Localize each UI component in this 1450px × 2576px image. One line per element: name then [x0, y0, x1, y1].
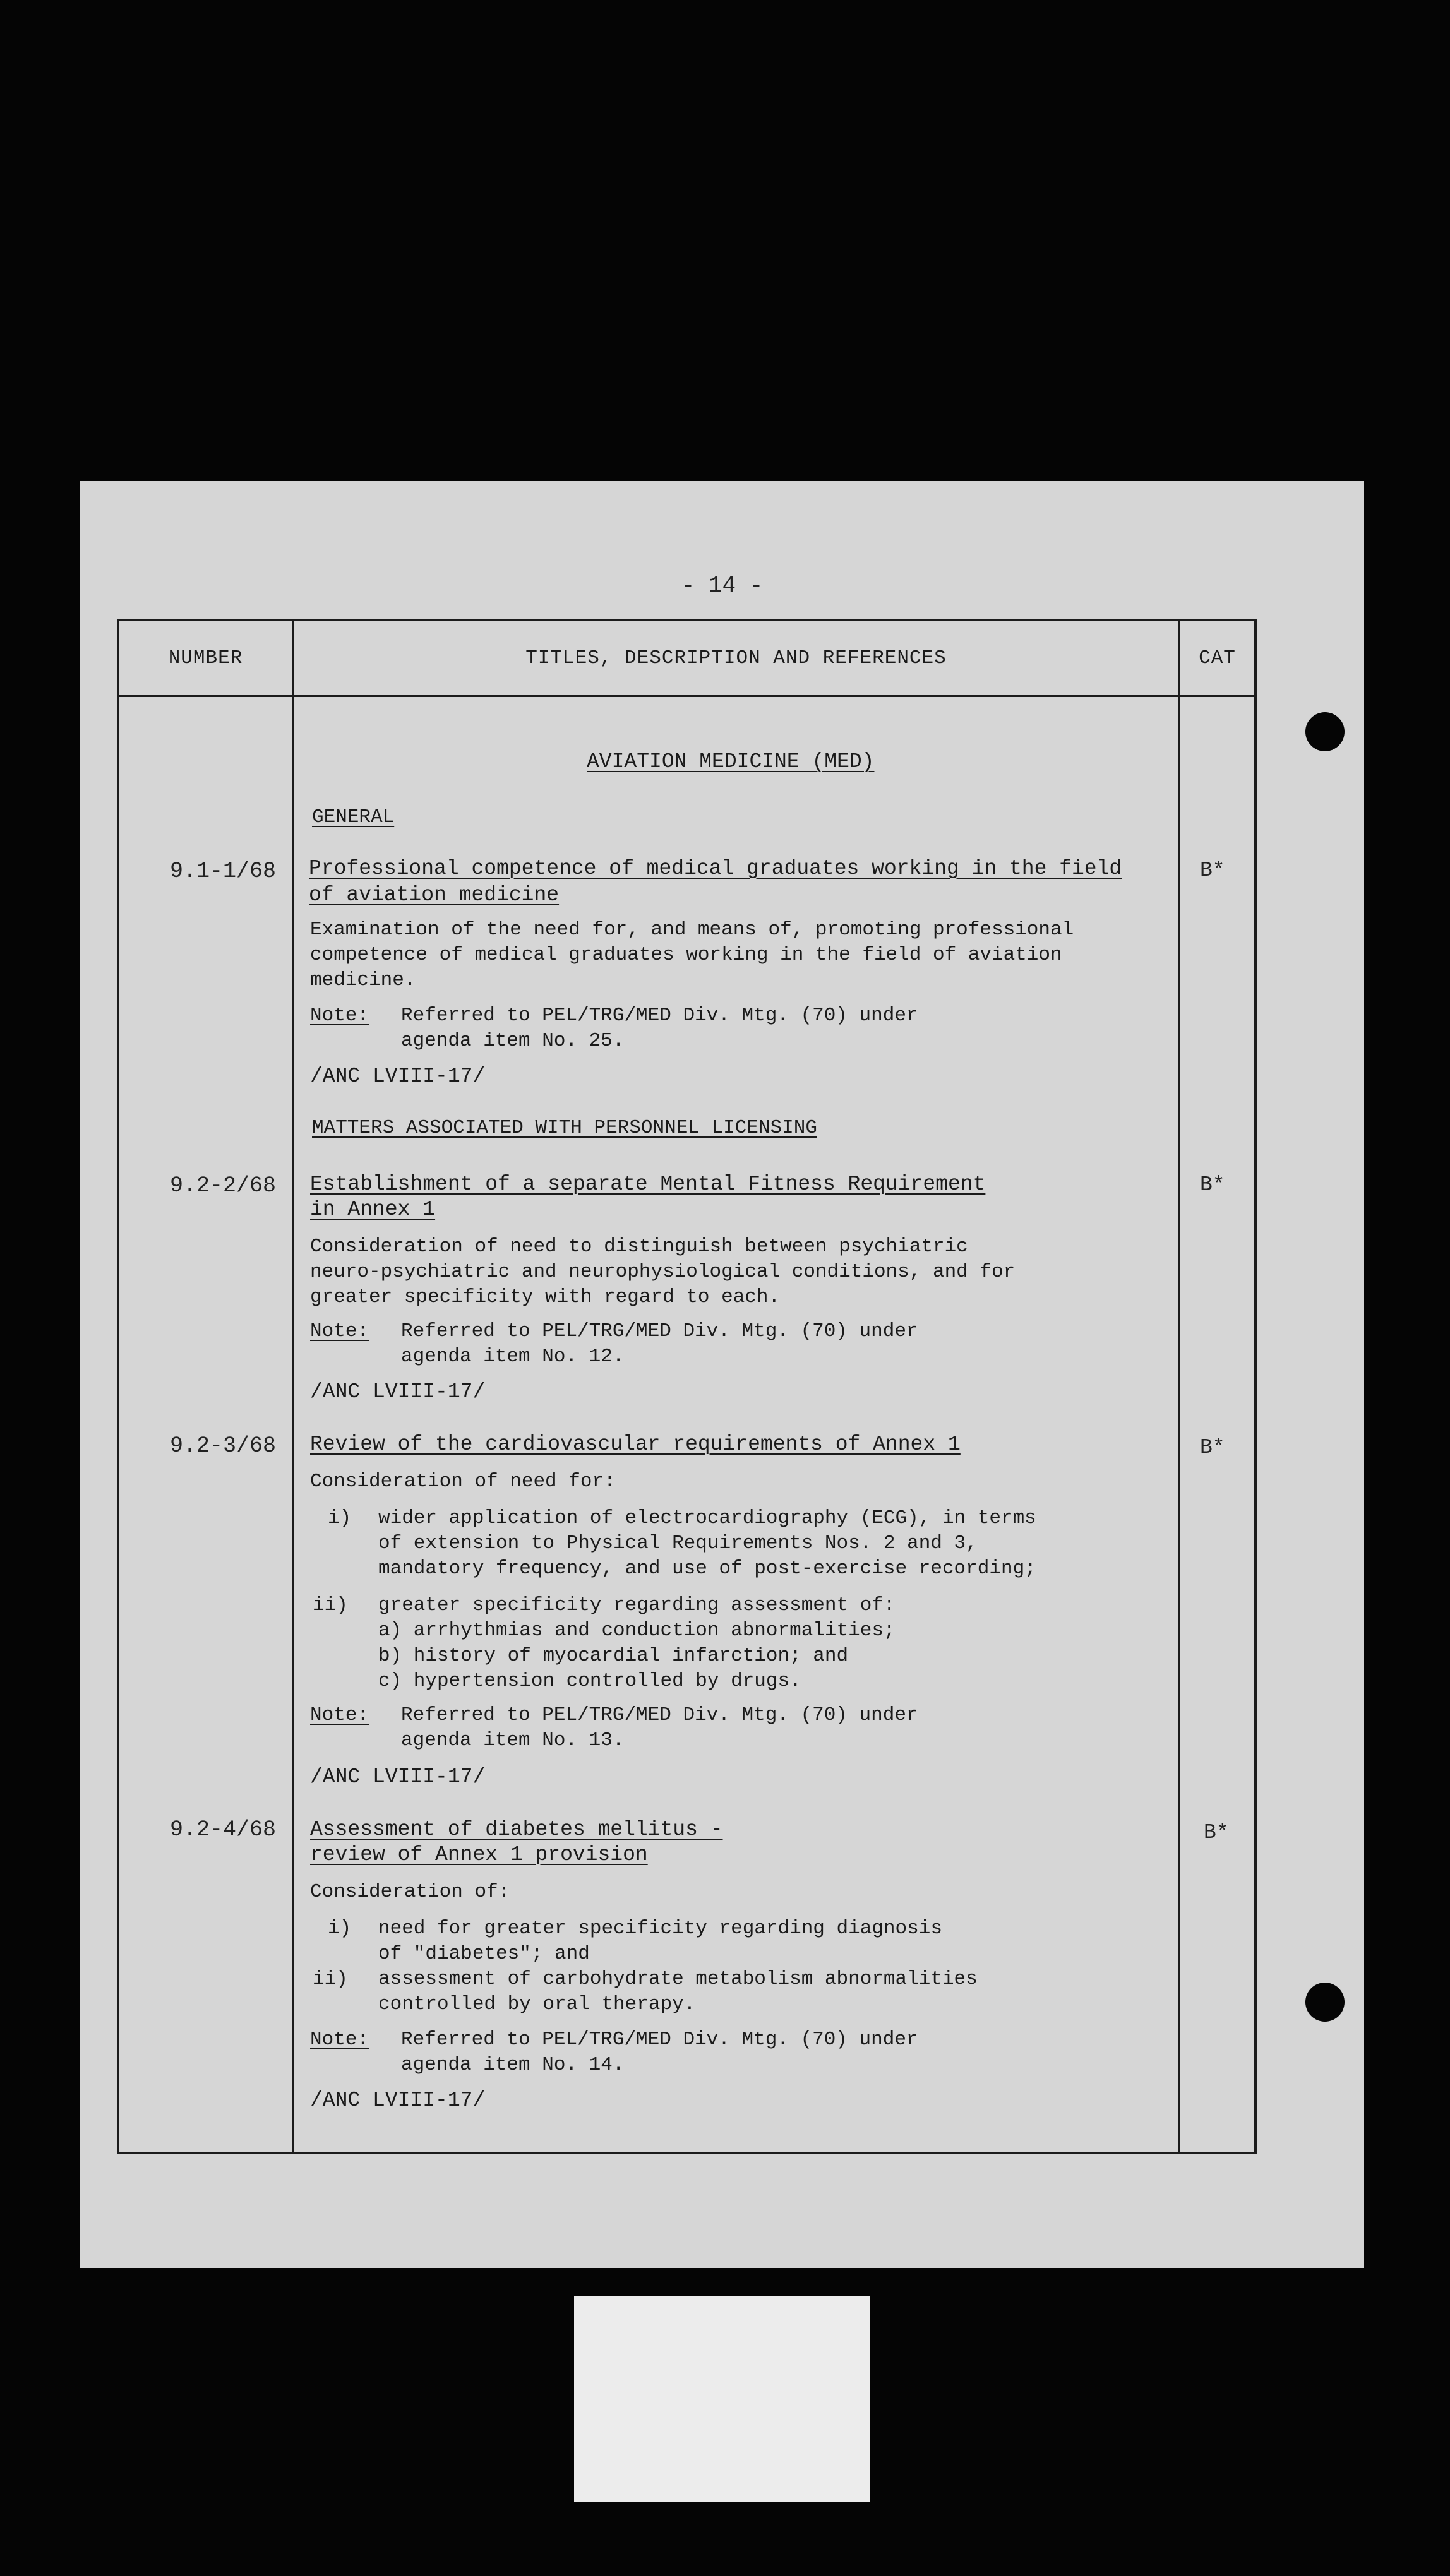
note-text: Referred to PEL/TRG/MED Div. Mtg. (70) under: [401, 2029, 918, 2051]
reference: /ANC LVIII-17/: [310, 2089, 486, 2112]
item-cat: B*: [1200, 859, 1225, 882]
item-point-label: i): [328, 1917, 352, 1940]
note-text: Referred to PEL/TRG/MED Div. Mtg. (70) under: [401, 1005, 918, 1027]
note-label: Note:: [310, 2029, 369, 2051]
item-number: 9.2-3/68: [170, 1433, 277, 1458]
item-point-label: i): [328, 1507, 352, 1529]
item-title: review of Annex 1 provision: [310, 1843, 648, 1866]
item-subpoint: c) hypertension controlled by drugs.: [378, 1670, 801, 1692]
note-text: agenda item No. 13.: [401, 1729, 625, 1751]
note-label: Note:: [310, 1320, 369, 1342]
note-text: agenda item No. 25.: [401, 1030, 625, 1052]
item-title: Review of the cardiovascular requirements of Annex 1: [310, 1433, 961, 1456]
note-text: agenda item No. 12.: [401, 1345, 625, 1368]
item-title: Establishment of a separate Mental Fitness Requirement: [310, 1172, 986, 1196]
header-divider: [119, 695, 1254, 697]
item-number: 9.2-2/68: [170, 1173, 277, 1198]
item-description: competence of medical graduates working in the field of aviation: [310, 944, 1062, 966]
item-intro: Consideration of need for:: [310, 1470, 616, 1493]
subsection-general: GENERAL: [312, 806, 395, 828]
punch-hole: [1305, 712, 1345, 751]
item-title: of aviation medicine: [309, 883, 560, 907]
agenda-table: [117, 619, 1257, 2154]
item-title: Assessment of diabetes mellitus -: [310, 1818, 723, 1841]
punch-hole: [1305, 1983, 1345, 2022]
note-label: Note:: [310, 1005, 369, 1027]
page-number: - 14 -: [681, 573, 764, 599]
reference: /ANC LVIII-17/: [310, 1064, 486, 1088]
header-number: NUMBER: [168, 647, 243, 669]
item-subpoint: b) history of myocardial infarction; and: [378, 1645, 849, 1667]
item-number: 9.1-1/68: [170, 859, 277, 884]
item-intro: Consideration of:: [310, 1881, 510, 1903]
item-number: 9.2-4/68: [170, 1817, 277, 1842]
item-point: controlled by oral therapy.: [378, 1993, 696, 2015]
note-text: Referred to PEL/TRG/MED Div. Mtg. (70) under: [401, 1320, 918, 1342]
item-point: need for greater specificity regarding diagnosis: [378, 1917, 942, 1940]
section-title: AVIATION MEDICINE (MED): [587, 750, 875, 773]
item-point: mandatory frequency, and use of post-exercise recording;: [378, 1558, 1036, 1580]
reference: /ANC LVIII-17/: [310, 1380, 486, 1404]
note-text: Referred to PEL/TRG/MED Div. Mtg. (70) under: [401, 1704, 918, 1726]
item-point: wider application of electrocardiography (ECG), in terms: [378, 1507, 1036, 1529]
reference: /ANC LVIII-17/: [310, 1765, 486, 1789]
header-titles: TITLES, DESCRIPTION AND REFERENCES: [525, 647, 947, 669]
note-text: agenda item No. 14.: [401, 2054, 625, 2076]
header-cat: CAT: [1199, 647, 1236, 669]
item-point: assessment of carbohydrate metabolism abnormalities: [378, 1968, 978, 1990]
column-divider: [1178, 621, 1180, 2152]
item-cat: B*: [1200, 1436, 1225, 1459]
item-subpoint: a) arrhythmias and conduction abnormalities;: [378, 1619, 896, 1642]
subsection-licensing: MATTERS ASSOCIATED WITH PERSONNEL LICENSING: [312, 1117, 817, 1139]
item-title: in Annex 1: [310, 1198, 436, 1221]
item-point-label: ii): [313, 1594, 348, 1616]
blank-label: [574, 2296, 870, 2502]
item-point: greater specificity regarding assessment of:: [378, 1594, 896, 1616]
item-cat: B*: [1200, 1173, 1225, 1196]
item-description: greater specificity with regard to each.: [310, 1286, 781, 1308]
column-divider: [292, 621, 294, 2152]
item-point-label: ii): [313, 1968, 348, 1990]
note-label: Note:: [310, 1704, 369, 1726]
item-description: Examination of the need for, and means of, promoting professional: [310, 919, 1074, 941]
item-point: of extension to Physical Requirements Nos. 2 and 3,: [378, 1532, 978, 1554]
item-cat: B*: [1204, 1821, 1229, 1844]
item-title: Professional competence of medical graduates working in the field: [309, 857, 1122, 880]
item-description: medicine.: [310, 969, 416, 991]
item-description: Consideration of need to distinguish between psychiatric: [310, 1236, 968, 1258]
document-page: [80, 481, 1364, 2268]
item-description: neuro-psychiatric and neurophysiological conditions, and for: [310, 1261, 1016, 1283]
item-point: of "diabetes"; and: [378, 1943, 590, 1965]
